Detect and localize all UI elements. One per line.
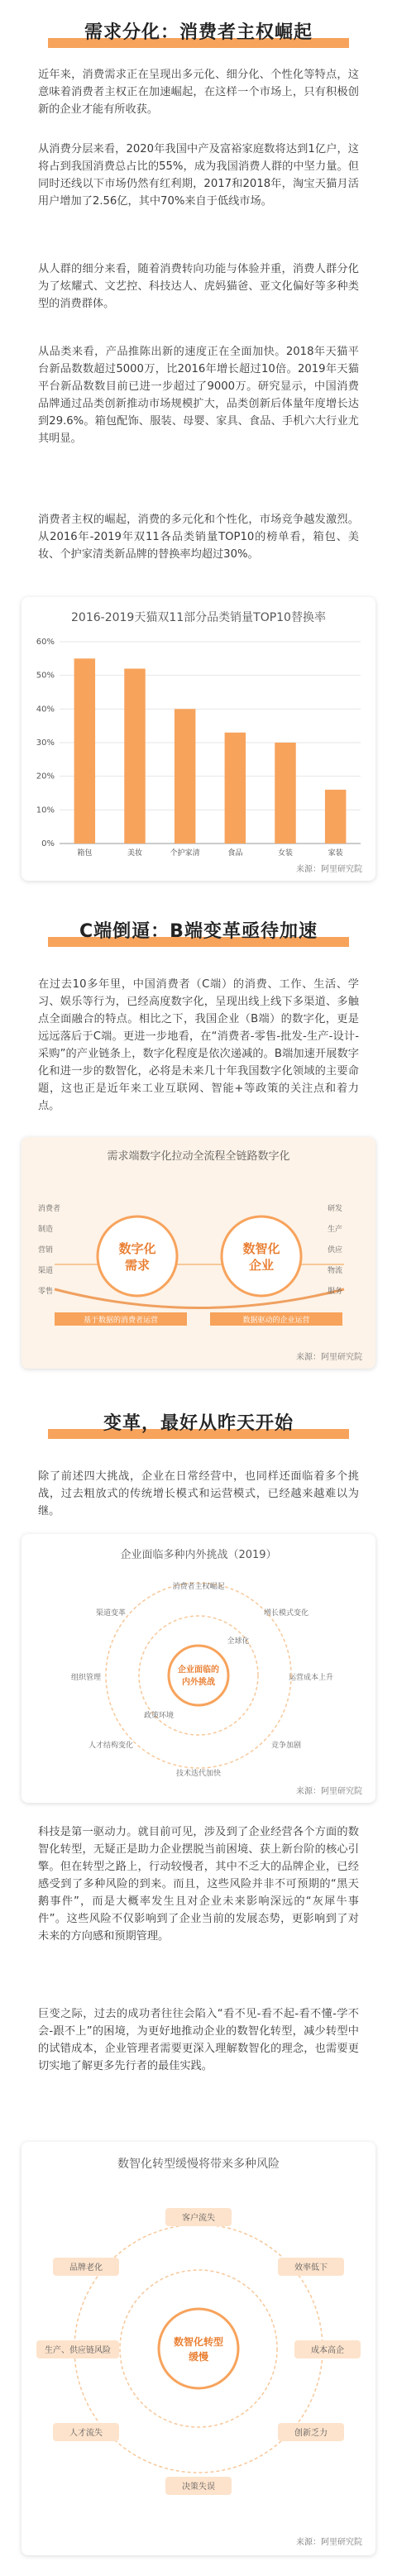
svg-text:渠道变革: 渠道变革 bbox=[95, 1609, 127, 1618]
x-tick-label: 食品 bbox=[227, 849, 243, 858]
svg-text:数据驱动的企业运营: 数据驱动的企业运营 bbox=[242, 1317, 310, 1325]
svg-text:品牌老化: 品牌老化 bbox=[69, 2263, 103, 2273]
left-circle bbox=[98, 1216, 177, 1296]
diagram-card-demand bbox=[22, 1137, 375, 1369]
svg-text:物流: 物流 bbox=[328, 1267, 343, 1275]
svg-text:零售: 零售 bbox=[38, 1288, 54, 1296]
y-tick-label: 10% bbox=[36, 805, 55, 815]
svg-text:消费者: 消费者 bbox=[38, 1205, 61, 1213]
chart-source: 来源：阿里研究院 bbox=[296, 865, 362, 874]
svg-text:竞争加剧: 竞争加剧 bbox=[270, 1742, 302, 1750]
svg-text:决策失误: 决策失误 bbox=[182, 2483, 215, 2492]
svg-text:技术迭代加快: 技术迭代加快 bbox=[175, 1770, 222, 1778]
y-tick-label: 30% bbox=[36, 738, 55, 748]
svg-text:人才结构变化: 人才结构变化 bbox=[88, 1742, 134, 1750]
svg-text:客户流失: 客户流失 bbox=[182, 2214, 215, 2223]
svg-text:组织管理: 组织管理 bbox=[70, 1674, 102, 1682]
x-tick-label: 女装 bbox=[277, 849, 294, 858]
diagram-source: 来源：阿里研究院 bbox=[296, 1787, 362, 1796]
bar bbox=[325, 790, 346, 844]
paragraph: 除了前述四大挑战，企业在日常经营中，也同样还面临着多个挑战，过去粗放式的传统增长模式和运营模式，已经越来越难以为继。 bbox=[38, 1470, 359, 1517]
section-title: 变革，最好从昨天开始 bbox=[103, 1413, 294, 1434]
diagram-source: 来源：阿里研究院 bbox=[296, 2538, 362, 2547]
svg-text:企业: 企业 bbox=[248, 1258, 275, 1273]
x-tick-label: 美妆 bbox=[127, 849, 143, 858]
svg-text:服务: 服务 bbox=[328, 1288, 343, 1296]
section-title: C端倒逼：B端变革亟待加速 bbox=[79, 921, 318, 942]
right-circle bbox=[222, 1216, 301, 1296]
svg-text:运营成本上升: 运营成本上升 bbox=[288, 1674, 334, 1682]
bar-chart-card bbox=[22, 597, 375, 881]
diagram-title: 需求端数字化拉动全流程全链路数字化 bbox=[107, 1150, 290, 1163]
paragraph: 巨变之际，过去的成功者往往会陷入“看不见-看不起-看不懂-学不会-跟不上”的困境，为更好地推动企业的数智化转型，减少转型中的试错成本，企业管理者需要更深入理解数智化的理念，也需要更切实地了解更多先行者的最佳实践。 bbox=[38, 2008, 359, 2072]
paragraph: 从人群的细分来看，随着消费转向功能与体验并重，消费人群分化为了炫耀式、文艺控、科技达人、虎妈猫爸、亚文化偏好等多种类型的消费群体。 bbox=[38, 263, 359, 310]
section-heading-2 bbox=[0, 906, 397, 963]
svg-text:政策环境: 政策环境 bbox=[143, 1712, 175, 1720]
svg-text:企业面临的: 企业面临的 bbox=[178, 1666, 219, 1675]
svg-text:数智化: 数智化 bbox=[242, 1241, 280, 1256]
svg-text:营销: 营销 bbox=[38, 1246, 54, 1255]
diagram-card-risks bbox=[22, 2142, 375, 2555]
svg-text:缓慢: 缓慢 bbox=[188, 2351, 209, 2363]
demand-diagram bbox=[22, 1165, 375, 1355]
svg-text:创新乏力: 创新乏力 bbox=[294, 2429, 328, 2438]
y-tick-label: 50% bbox=[36, 671, 55, 681]
bar bbox=[175, 709, 195, 844]
x-tick-label: 个护家清 bbox=[170, 849, 200, 858]
paragraph: 在过去10多年里，中国消费者（C端）的消费、工作、生活、学习、娱乐等行为，已经高度数字化，呈现出线上线下多渠道、多触点全面融合的特点。相比之下，我国企业（B端）的数字化，更是远远落后于C端。更进一步地看，在“消费者-零售-批发-生产-设计-采购”的产业链条上，数字化程度是依次递减的。B端加速开展数字化和进一步的数智化，必将是未来几十年我国数字化领域的主要命题，这也正是近年来工业互联网、智能+等政策的关注点和着力点。 bbox=[38, 978, 359, 1112]
section-heading-1 bbox=[0, 7, 397, 65]
chart-title: 2016-2019天猫双11部分品类销量TOP10替换率 bbox=[71, 611, 326, 624]
svg-text:生产、供应链风险: 生产、供应链风险 bbox=[45, 2346, 111, 2355]
bar bbox=[124, 669, 145, 844]
svg-text:需求: 需求 bbox=[124, 1258, 151, 1273]
y-tick-label: 40% bbox=[36, 705, 55, 714]
x-tick-label: 家装 bbox=[328, 849, 343, 858]
paragraph: 从消费分层来看，2020年我国中产及富裕家庭数将达到1亿户，这将占到我国消费总占比的55%，成为我国消费人群的中坚力量。但同时还线以下市场仍然有红利期，2017和2018年，淘宝天猫月活用户增加了2.56亿，其中70%来自于低线市场。 bbox=[38, 143, 359, 208]
diagram-title: 企业面临多种内外挑战（2019） bbox=[120, 1549, 277, 1561]
svg-text:全球化: 全球化 bbox=[227, 1637, 250, 1646]
bar bbox=[225, 733, 246, 844]
diagram-card-challenges bbox=[22, 1534, 375, 1803]
paragraph: 消费者主权的崛起，消费的多元化和个性化，市场竞争越发激烈。从2016年-2019年双11各品类销量TOP10的榜单看，箱包、美妆、个护家清类新品牌的替换率均超过30%。 bbox=[38, 514, 359, 561]
diagram-source: 来源：阿里研究院 bbox=[296, 1353, 362, 1362]
challenges-diagram bbox=[22, 1564, 375, 1787]
paragraph: 科技是第一驱动力。就目前可见，涉及到了企业经营各个方面的数智化转型，无疑正是助力企业摆脱当前困境、获上新台阶的核心引擎。但在转型之路上，行动较慢者，其中不乏大的品牌企业，已经感受到了多种风险的到来。而且，这些风险并非不可预期的“黑天鹅事件”，而是大概率发生且对企业未来影响深远的“灰犀牛事件”。这些风险不仅影响到了企业当前的发展态势，更影响到了对未来的方向感和预期管理。 bbox=[38, 1826, 359, 1943]
svg-text:生产: 生产 bbox=[328, 1226, 343, 1234]
svg-text:制造: 制造 bbox=[38, 1226, 54, 1234]
svg-text:渠道: 渠道 bbox=[38, 1267, 54, 1275]
svg-text:效率低下: 效率低下 bbox=[294, 2263, 328, 2273]
svg-text:增长模式变化: 增长模式变化 bbox=[263, 1609, 309, 1618]
bar-chart bbox=[22, 627, 375, 875]
risks-diagram bbox=[22, 2175, 375, 2539]
svg-text:基于数据的消费者运营: 基于数据的消费者运营 bbox=[83, 1317, 159, 1325]
bar bbox=[74, 658, 95, 844]
diagram-title: 数智化转型缓慢将带来多种风险 bbox=[117, 2158, 280, 2171]
bar bbox=[275, 743, 295, 844]
svg-text:内外挑战: 内外挑战 bbox=[182, 1678, 215, 1687]
paragraph: 近年来，消费需求正在呈现出多元化、细分化、个性化等特点，这意味着消费者主权正在加速崛起，在这样一个市场上，只有积极创新的企业才能有所收获。 bbox=[38, 69, 359, 116]
paragraph: 从品类来看，产品推陈出新的速度正在全面加快。2018年天猫平台新品数数超过5000万，比2016年增长超过10倍。2019年天猫平台新品数数目前已进一步超过了9000万。研究显示，中国消费品牌通过品类创新推动市场规模扩大，品类创新后体量年度增长达到29.6%。箱包配饰、服装、母婴、家具、食品、手机六大行业尤其明显。 bbox=[38, 346, 359, 445]
svg-text:数智化转型: 数智化转型 bbox=[173, 2336, 224, 2348]
y-tick-label: 0% bbox=[41, 839, 55, 848]
x-tick-label: 箱包 bbox=[77, 849, 93, 858]
svg-text:成本高企: 成本高企 bbox=[311, 2346, 344, 2355]
svg-text:供应: 供应 bbox=[328, 1246, 343, 1255]
svg-text:消费者主权崛起: 消费者主权崛起 bbox=[172, 1583, 225, 1591]
y-tick-label: 60% bbox=[36, 638, 55, 647]
y-tick-label: 20% bbox=[36, 772, 55, 781]
section-heading-3 bbox=[0, 1398, 397, 1455]
svg-text:人才流失: 人才流失 bbox=[69, 2429, 103, 2438]
section-title: 需求分化：消费者主权崛起 bbox=[84, 22, 313, 43]
svg-text:研发: 研发 bbox=[328, 1205, 343, 1213]
svg-text:数字化: 数字化 bbox=[118, 1241, 156, 1256]
